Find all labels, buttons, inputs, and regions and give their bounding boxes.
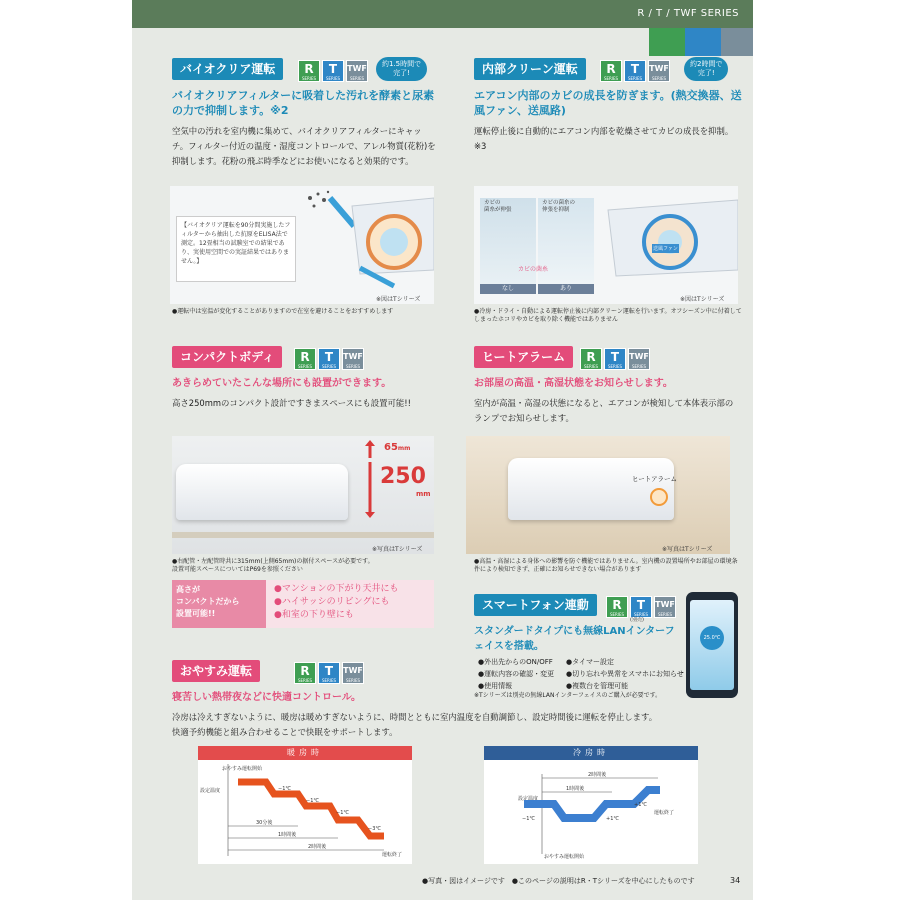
svg-text:2時間後: 2時間後 (308, 844, 327, 850)
clean-note: ●冷房・ドライ・自動による運転停止後に内部クリーン運転を行います。オフシーズン中に付着してしまったホコリやカビを取り除く機能ではありません (474, 308, 742, 323)
badge-r: R SERIES (298, 60, 320, 82)
smart-sub: (別売) (630, 617, 644, 623)
badge-twf: TWF SERIES (648, 60, 670, 82)
clean-credit: ※図はTシリーズ (680, 296, 725, 303)
callout-item: ●マンションの下がり天井にも (274, 584, 399, 594)
svg-text:設定温度: 設定温度 (518, 796, 539, 802)
mold-panel-right: カビの菌糸の 伸張を抑制 (538, 198, 594, 284)
svg-text:−3℃: −3℃ (368, 826, 381, 832)
clean-lead: エアコン内部のカビの成長を防ぎます。(熱交換器、送風ファン、送風路) (474, 89, 742, 117)
ac-unit-photo (176, 464, 348, 520)
top-bar (132, 0, 753, 28)
phone-screen (690, 600, 734, 690)
clean-body: 運転停止後に自動的にエアコン内部を乾燥させてカビの成長を抑制。※3 (474, 126, 734, 151)
ac-unit-photo (508, 458, 674, 520)
svg-text:−1℃: −1℃ (336, 810, 349, 816)
heat-photo (466, 436, 730, 554)
bio-title: バイオクリア運転 (172, 58, 283, 80)
badge-twf: TWF SERIES (346, 60, 368, 82)
bio-lead: バイオクリアフィルターに吸着した汚れを酵素と尿素の力で抑制します。※2 (172, 89, 435, 117)
clean-heading (474, 58, 744, 84)
dim-unit: mm (416, 490, 431, 498)
feature-item: ●複数台を管理可能 (566, 682, 629, 690)
heating-graph-svg (198, 760, 412, 864)
svg-text:−1℃: −1℃ (278, 786, 291, 792)
svg-text:1時間後: 1時間後 (566, 786, 585, 792)
bio-heading (172, 58, 442, 84)
heat-body: 室内が高温・高湿の状態になると、エアコンが検知して本体表示部のランプでお知らせします。 (474, 398, 734, 423)
series-label: R / T / TWF SERIES (637, 8, 739, 19)
label-none: なし (480, 284, 536, 294)
badge-t: T SERIES (322, 60, 344, 82)
catalog-page (132, 0, 753, 900)
feature-item: ●使用情報 (478, 682, 513, 690)
svg-text:運転終了: 運転終了 (654, 810, 675, 816)
clean-time-pill: 約2時間で 完了! (684, 57, 728, 81)
sleep-body: 冷房は冷えすぎないように、暖房は暖めすぎないように、時間とともに室内温度を自動調節し、設定時間後に運転を停止します。 快適予約機能と組み合わせることで快眠をサポートします。 (172, 712, 658, 737)
ribbon-r (649, 28, 685, 56)
heat-title: ヒートアラーム (474, 346, 573, 368)
svg-text:2時間後: 2時間後 (588, 772, 607, 778)
compact-body: 高さ250mmのコンパクト設計ですきまスペースにも設置可能!! (172, 398, 412, 408)
alarm-lamp (650, 488, 668, 506)
sleep-lead: 寝苦しい熱帯夜などに快適コントロール。 (172, 692, 361, 703)
callout-item: ●ハイサッシのリビングにも (274, 597, 390, 607)
sleep-heading (172, 660, 442, 686)
badge-t: T SERIES (604, 348, 626, 370)
compact-heading (172, 346, 442, 372)
clean-title: 内部クリーン運転 (474, 58, 586, 80)
compact-callout-left: 高さが コンパクトだから 設置可能!! (172, 580, 266, 628)
heating-graph (198, 746, 412, 864)
heating-graph-header: 暖房時 (198, 746, 412, 760)
page-number: 34 (730, 876, 741, 885)
badge-t: T SERIES (318, 662, 340, 684)
heat-credit: ※写真はTシリーズ (662, 546, 713, 553)
compact-note: ●右配管・左配管時共に315mm(上側65mm)の据付スペースが必要です。 設置可能スペースについてはP69を参照ください (172, 558, 374, 573)
svg-text:−1℃: −1℃ (522, 816, 535, 822)
svg-text:+1℃: +1℃ (634, 802, 647, 808)
cooling-graph (484, 746, 698, 864)
compact-title: コンパクトボディ (172, 346, 282, 368)
smartphone (686, 592, 738, 698)
feature-item: ●外出先からのON/OFF (478, 658, 553, 666)
bio-ac-diagram (290, 186, 434, 304)
feature-item: ●運転内容の確認・変更 (478, 670, 555, 678)
cooling-graph-header: 冷房時 (484, 746, 698, 760)
badge-twf: TWF SERIES (654, 596, 676, 618)
svg-text:設定温度: 設定温度 (200, 788, 221, 794)
bio-info-box: 【バイオクリア運転を90分間実施したフィルターから抽出した抗原をELISA法で測定。12畳相当の試験室での結果であり、実使用空間での実証結果ではありません。】 (176, 216, 296, 282)
compact-photo (172, 436, 434, 554)
badge-twf: TWF SERIES (342, 662, 364, 684)
svg-text:おやすみ運転開始: おやすみ運転開始 (222, 766, 263, 772)
smart-title: スマートフォン連動 (474, 594, 597, 616)
bio-credit: ※図はTシリーズ (376, 296, 421, 303)
badge-r: R SERIES (580, 348, 602, 370)
heat-note: ●高温・高湿による身体への影響を防ぐ機能ではありません。室内機の設置場所やお部屋の環境条件により検知できず、正確にお知らせできない場合があります (474, 558, 738, 573)
badge-twf: TWF SERIES (342, 348, 364, 370)
callout-item: ●和室の下り壁にも (274, 610, 354, 620)
footer-note: ●写真・図はイメージです ●このページの説明はR・Tシリーズを中心にしたものです (422, 877, 695, 885)
smart-note: ※Tシリーズは別売の無線LANインターフェイスのご購入が必要です。 (474, 692, 662, 699)
heat-lead: お部屋の高温・高湿状態をお知らせします。 (474, 378, 673, 389)
svg-text:30分後: 30分後 (256, 820, 273, 826)
badge-r: R SERIES (294, 662, 316, 684)
heat-alarm-label: ヒートアラーム (632, 475, 678, 483)
bio-body: 空気中の汚れを室内機に集めて、バイオクリアフィルターにキャッチ。フィルター付近の温度・湿度コントロールで、アレル物質(花粉)を抑制します。花粉の飛ぶ時季などにお使いになると効果的です。 (172, 126, 436, 166)
ribbon-t (685, 28, 721, 56)
feature-item: ●タイマー設定 (566, 658, 614, 666)
compact-lead: あきらめていたこんな場所にも設置ができます。 (172, 378, 392, 389)
svg-text:−1℃: −1℃ (306, 798, 319, 804)
sleep-title: おやすみ運転 (172, 660, 260, 682)
bio-note: ●運転中は室温が変化することがありますので在室を避けることをおすすめします (172, 308, 394, 315)
badge-t: T SERIES (318, 348, 340, 370)
heating-step-line (238, 782, 384, 836)
dim-65: 65mm (384, 442, 411, 453)
badge-r: R SERIES (606, 596, 628, 618)
svg-text:おやすみ運転開始: おやすみ運転開始 (544, 854, 585, 860)
badge-r: R SERIES (600, 60, 622, 82)
badge-twf: TWF SERIES (628, 348, 650, 370)
svg-text:運転終了: 運転終了 (382, 852, 403, 858)
compact-callout-list (266, 580, 434, 628)
ribbon-twf (721, 28, 753, 56)
dim-250: 250 (380, 464, 426, 489)
compact-credit: ※写真はTシリーズ (372, 546, 423, 553)
heat-heading (474, 346, 744, 372)
svg-text:1時間後: 1時間後 (278, 832, 297, 838)
badge-t: T SERIES (630, 596, 652, 618)
svg-text:+1℃: +1℃ (606, 816, 619, 822)
mold-panel-left: カビの 菌糸が伸張 (480, 198, 536, 284)
label-ari: あり (538, 284, 594, 294)
feature-item: ●切り忘れや異常をスマホにお知らせ (566, 670, 684, 678)
clean-illustration (474, 186, 738, 304)
bio-illustration (170, 186, 434, 304)
smart-features (478, 656, 698, 692)
cooling-graph-svg (484, 760, 698, 864)
mold-label: カビの菌糸 (518, 266, 549, 273)
bio-time-pill: 約1.5時間で 完了! (376, 57, 427, 81)
smart-lead: スタンダードタイプにも無線LANインターフェイスを搭載。 (474, 626, 675, 652)
badge-r: R SERIES (294, 348, 316, 370)
phone-temp: 25.0℃ (700, 626, 724, 650)
badge-t: T SERIES (624, 60, 646, 82)
fan-label: 送風ファン (653, 246, 678, 252)
